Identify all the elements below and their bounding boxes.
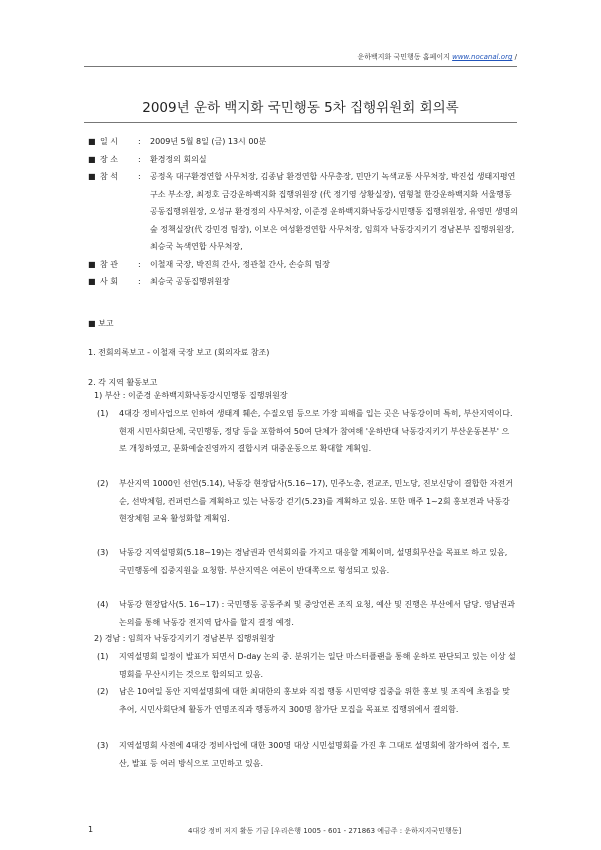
gyeongnam-subheading: 2) 경남 : 임희자 낙동강지키기 경남본부 집행위원장	[94, 634, 275, 643]
footer-donation-text: 4대강 정비 저지 활동 기금 [우리은행 1005 - 601 - 271863 예금주 : 운하저지국민행동]	[188, 827, 462, 835]
info-key: 일 시	[100, 137, 118, 146]
paragraph-number: (3)	[97, 548, 109, 557]
info-separator: :	[138, 277, 141, 286]
paragraph-text: 4대강 정비사업으로 인하여 생태계 훼손, 수질오염 등으로 가장 피해를 입는 곳은 낙동강이며 특히, 부산지역이다. 현재 시민사회단체, 국민행동, 정당 등을 포함하여 50여 단체가 참여해 '운하반대 낙동강지키기 부산운동본부' 으로 개칭하였고, 문화예술진영까지 결합시켜 대중운동으로 확대할 계획임.	[119, 409, 513, 453]
info-key: 사 회	[100, 277, 118, 286]
busan-paragraph-2	[97, 475, 516, 528]
bullet-icon: ■	[88, 277, 96, 286]
header-url-link[interactable]: www.nocanal.org	[452, 53, 513, 61]
info-value: 최승국 공동집행위원장	[150, 277, 230, 286]
info-separator: :	[138, 154, 141, 164]
bullet-icon: ■	[88, 259, 96, 269]
info-key: 장 소	[100, 154, 118, 164]
report-heading: ■ 보고	[88, 319, 114, 328]
info-separator: :	[138, 259, 141, 269]
page-header	[358, 52, 518, 62]
paragraph-number: (2)	[97, 687, 109, 696]
paragraph-text: 지역설명회 일정이 발표가 되면서 D-day 논의 중. 분위기는 일단 마스터플랜을 통해 운하로 판단되고 있는 이상 설명회를 무산시키는 것으로 합의되고 있음.	[119, 652, 516, 679]
gyeongnam-paragraph-2	[97, 683, 516, 718]
info-value: 2009년 5월 8일 (금) 13시 00분	[150, 137, 267, 146]
info-separator: :	[138, 137, 141, 146]
paragraph-text: 지역설명회 사전에 4대강 정비사업에 대한 300명 대상 시민설명회를 가진 후 그대로 설명회에 참가하여 접수, 토산, 발표 등 여러 방식으로 고민하고 있음.	[119, 741, 510, 768]
gyeongnam-paragraph-3	[97, 737, 516, 772]
busan-subheading: 1) 부산 : 이준경 운하백지화낙동강시민행동 집행위원장	[94, 391, 288, 400]
info-separator: :	[138, 172, 141, 181]
bullet-icon: ■	[88, 154, 96, 164]
header-site-text: 운하백지화 국민행동 홈페이지	[357, 53, 450, 61]
paragraph-number: (4)	[97, 600, 109, 609]
report-item-1: 1. 전회의록보고 - 이철재 국장 보고 (회의자료 참조)	[88, 348, 270, 357]
bullet-icon: ■	[88, 137, 96, 146]
paragraph-number: (3)	[97, 741, 109, 750]
info-row-attendees	[88, 168, 518, 256]
paragraph-text: 낙동강 지역설명회(5.18~19)는 경남권과 연석회의를 가지고 대응할 계획이며, 설명회무산을 목표로 하고 있음, 국민행동에 집중지원을 요청함. 부산지역은 여론이 반대쪽으로 형성되고 있음.	[119, 548, 508, 575]
info-value: 공정옥 대구환경연합 사무처장, 김종남 환경연합 사무총장, 민만기 녹색교통 사무처장, 박진섭 생태지평연구소 부소장, 최정호 금강운하백지화 집행위원장 (代 정기영 상황실장), 염형철 한강운하백지화 서울행동 공동집행위원장, 오성규 환경정의 사무처장, 이준경 운하백지화낙동강시민행동 집행위원장, 유영민 생명의숲 정책실장(代 강민경 팀장), 이보은 여성환경연합 사무처장, 임희자 낙동강지키기 경남본부 집행위원장, 최승국 녹색연합 사무처장,	[150, 172, 519, 251]
bullet-icon: ■	[88, 172, 96, 181]
info-value: 환경정의 회의실	[150, 154, 207, 164]
info-row-place	[88, 151, 518, 169]
info-row-observers	[88, 256, 518, 274]
header-slash: /	[514, 53, 517, 61]
paragraph-text: 남은 10여일 동안 지역설명회에 대한 최대한의 홍보와 직접 행동 시민역량 집중을 위한 홍보 및 조직에 초점을 맞추어, 시민사회단체 활동가 연명조직과 행동까지 300명 참가단 모집을 목표로 집행위에서 결의함.	[119, 687, 510, 714]
busan-paragraph-1	[97, 405, 516, 458]
paragraph-number: (1)	[97, 652, 109, 661]
report-item-2: 2. 각 지역 활동보고	[88, 378, 158, 387]
paragraph-number: (2)	[97, 479, 109, 488]
info-row-date	[88, 133, 518, 151]
busan-paragraph-3	[97, 544, 516, 579]
info-value: 이철재 국장, 박진희 간사, 정관철 간사, 손승희 팀장	[150, 259, 330, 269]
page-number: 1	[88, 825, 94, 834]
info-key: 참 관	[100, 259, 118, 269]
paragraph-number: (1)	[97, 409, 109, 418]
info-key: 참 석	[100, 172, 118, 181]
paragraph-text: 낙동강 현장답사(5. 16~17) : 국민행동 공동주최 및 중앙언론 조직 요청, 예산 및 진행은 부산에서 담당. 영남권과 논의를 통해 낙동강 전지역 답사를 할지 결정 예정.	[119, 600, 515, 627]
document-title: 2009년 운하 백지화 국민행동 5차 집행위원회 회의록	[142, 100, 459, 116]
title-divider	[84, 122, 517, 123]
header-divider	[84, 66, 517, 67]
paragraph-text: 부산지역 1000인 선언(5.14), 낙동강 현장답사(5.16~17), 민주노총, 전교조, 민노당, 진보신당이 결합한 자전거순, 선박체험, 컨퍼런스를 계획하고 있는 낙동강 걷기(5.23)를 계획하고 있음. 또한 매주 1~2회 홍보전과 낙동강 현장체험 교육 활성화할 계획임.	[119, 479, 513, 523]
info-row-chair	[88, 273, 518, 291]
meeting-info	[88, 133, 518, 291]
gyeongnam-paragraph-1	[97, 648, 516, 683]
busan-paragraph-4	[97, 596, 516, 631]
